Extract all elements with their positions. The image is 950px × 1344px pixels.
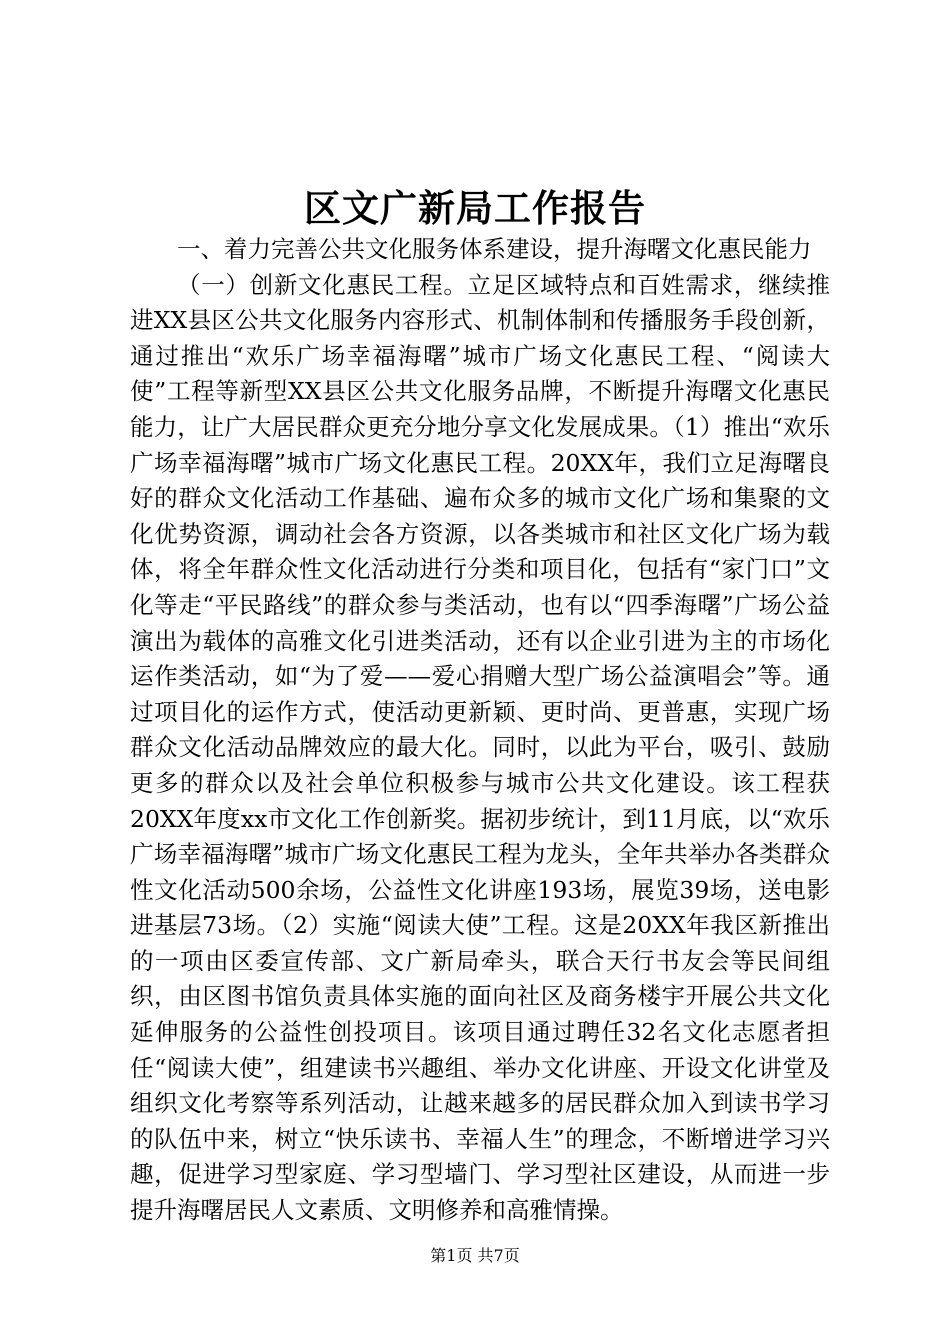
page-footer: 第1页 共7页 (430, 1246, 520, 1265)
section-heading: 一、着力完善公共文化服务体系建设，提升海曙文化惠民能力 (177, 235, 812, 263)
document-title: 区文广新局工作报告 (304, 186, 646, 230)
body-paragraph: （一）创新文化惠民工程。立足区域特点和百姓需求，继续推进XX县区公共文化服务内容形式、机制体制和传播服务手段创新，通过推出“欢乐广场幸福海曙”城市广场文化惠民工程、“阅读大使”工程等新型XX县区公共文化服务品牌，不断提升海曙文化惠民能力，让广大居民群众更充分地分享文化发展成果。（1）推出“欢乐广场幸福海曙”城市广场文化惠民工程。20XX年，我们立足海曙良好的群众文化活动工作基础、遍布众多的城市文化广场和集聚的文化优势资源，调动社会各方资源，以各类城市和社区文化广场为载体，将全年群众性文化活动进行分类和项目化，包括有“家门口”文化等走“平民路线”的群众参与类活动，也有以“四季海曙”广场公益演出为载体的高雅文化引进类活动，还有以企业引进为主的市场化运作类活动，如“为了爱——爱心捐赠大型广场公益演唱会”等。通过项目化的运作方式，使活动更新颖、更时尚、更普惠，实现广场群众文化活动品牌效应的最大化。同时，以此为平台，吸引、鼓励更多的群众以及社会单位积极参与城市公共文化建设。该工程获20XX年度xx市文化工作创新奖。据初步统计，到11月底，以“欢乐广场幸福海曙”城市广场文化惠民工程为龙头，全年共举办各类群众性文化活动500余场，公益性文化讲座193场，展览39场，送电影进基层73场。（2）实施“阅读大使”工程。这是20XX年我区新推出的一项由区委宣传部、文广新局牵头，联合天行书友会等民间组织，由区图书馆负责具体实施的面向社区及商务楼宇开展公共文化延伸服务的公益性创投项目。该项目通过聘任32名文化志愿者担任“阅读大使”，组建读书兴趣组、举办文化讲座、开设文化讲堂及组织文化考察等系列活动，让越来越多的居民群众加入到读书学习的队伍中来，树立“快乐读书、幸福人生”的理念，不断增进学习兴趣，促进学习型家庭、学习型墙门、学习型社区建设，从而进一步提升海曙居民人文素质、文明修养和高雅情操。 (130, 270, 830, 1225)
document-body (130, 232, 830, 1229)
